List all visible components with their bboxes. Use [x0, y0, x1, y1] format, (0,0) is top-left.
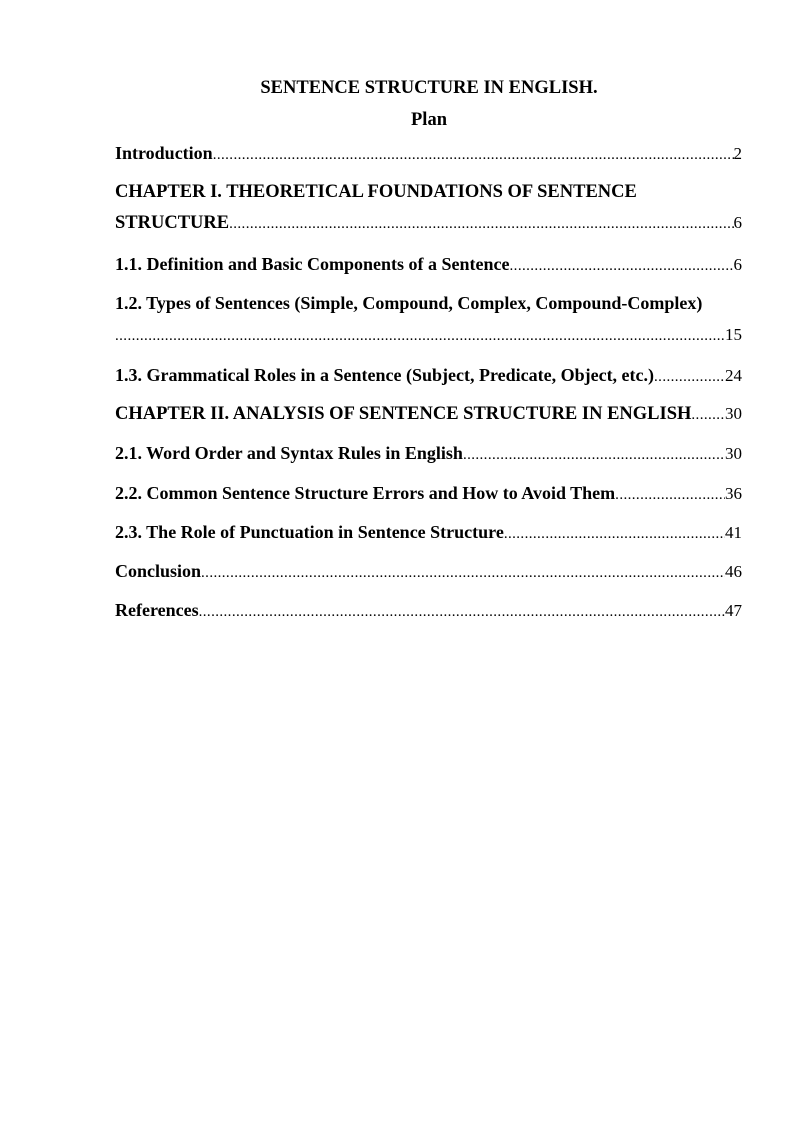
- toc-entry-page: 36: [725, 484, 742, 503]
- toc-entry-title: 1.1. Definition and Basic Components of a Sentence: [115, 254, 510, 274]
- toc-entry-page: 2: [733, 144, 742, 163]
- toc-entry-2-2[interactable]: [115, 481, 742, 505]
- document-subtitle: Plan: [411, 110, 447, 130]
- toc-entry-references[interactable]: [115, 598, 742, 622]
- toc-entry-title: References: [115, 600, 199, 620]
- toc-entry-title: 2.1. Word Order and Syntax Rules in English: [115, 443, 463, 463]
- toc-entry-chapter-1-line-1[interactable]: [115, 180, 742, 204]
- toc-entry-page: 30: [725, 444, 742, 463]
- toc-entry-title: 1.3. Grammatical Roles in a Sentence (Subject, Predicate, Object, etc.): [115, 365, 655, 385]
- toc-entry-chapter-2[interactable]: [115, 402, 742, 426]
- toc-entry-title: CHAPTER II. ANALYSIS OF SENTENCE STRUCTURE IN ENGLISH: [115, 404, 692, 424]
- toc-entry-page: 15: [725, 325, 742, 344]
- dot-leader: [615, 483, 725, 507]
- toc-entry-title: Introduction: [115, 143, 213, 163]
- toc-entry-1-1[interactable]: [115, 252, 742, 276]
- toc-entry-1-2-line-2[interactable]: [115, 323, 742, 347]
- toc-entry-title: 2.3. The Role of Punctuation in Sentence Structure: [115, 522, 504, 542]
- toc-entry-page: 47: [725, 601, 742, 620]
- dot-leader: [654, 365, 725, 389]
- toc-entry-1-3[interactable]: [115, 363, 742, 387]
- toc-entry-page: 46: [725, 562, 742, 581]
- toc-entry-page: 6: [733, 255, 742, 274]
- toc-entry-introduction[interactable]: [115, 141, 742, 165]
- document-title: SENTENCE STRUCTURE IN ENGLISH.: [260, 78, 598, 98]
- toc-entry-page: 41: [725, 523, 742, 542]
- dot-leader: [229, 212, 733, 236]
- dot-leader: [115, 324, 725, 348]
- toc-entry-conclusion[interactable]: [115, 559, 742, 583]
- toc-entry-title: CHAPTER I. THEORETICAL FOUNDATIONS OF SENTENCE: [115, 182, 637, 202]
- dot-leader: [691, 403, 725, 427]
- dot-leader: [199, 600, 725, 624]
- table-of-contents: [115, 0, 742, 700]
- dot-leader: [463, 443, 725, 467]
- dot-leader: [201, 561, 725, 585]
- toc-entry-1-2-line-1[interactable]: [115, 291, 742, 315]
- toc-entry-page: 6: [733, 213, 742, 232]
- toc-entry-2-3[interactable]: [115, 520, 742, 544]
- dot-leader: [510, 254, 734, 278]
- toc-entry-page: 24: [725, 366, 742, 385]
- toc-entry-title: 2.2. Common Sentence Structure Errors and How to Avoid Them: [115, 483, 616, 503]
- dot-leader: [213, 143, 734, 167]
- toc-entry-title: Conclusion: [115, 561, 202, 581]
- toc-entry-page: 30: [725, 404, 742, 423]
- toc-entry-chapter-1-line-2[interactable]: [115, 211, 742, 235]
- toc-entry-title: 1.2. Types of Sentences (Simple, Compound, Complex, Compound-Complex): [115, 293, 703, 313]
- dot-leader: [504, 522, 725, 546]
- toc-entry-title: STRUCTURE: [115, 213, 230, 233]
- toc-entry-2-1[interactable]: [115, 441, 742, 465]
